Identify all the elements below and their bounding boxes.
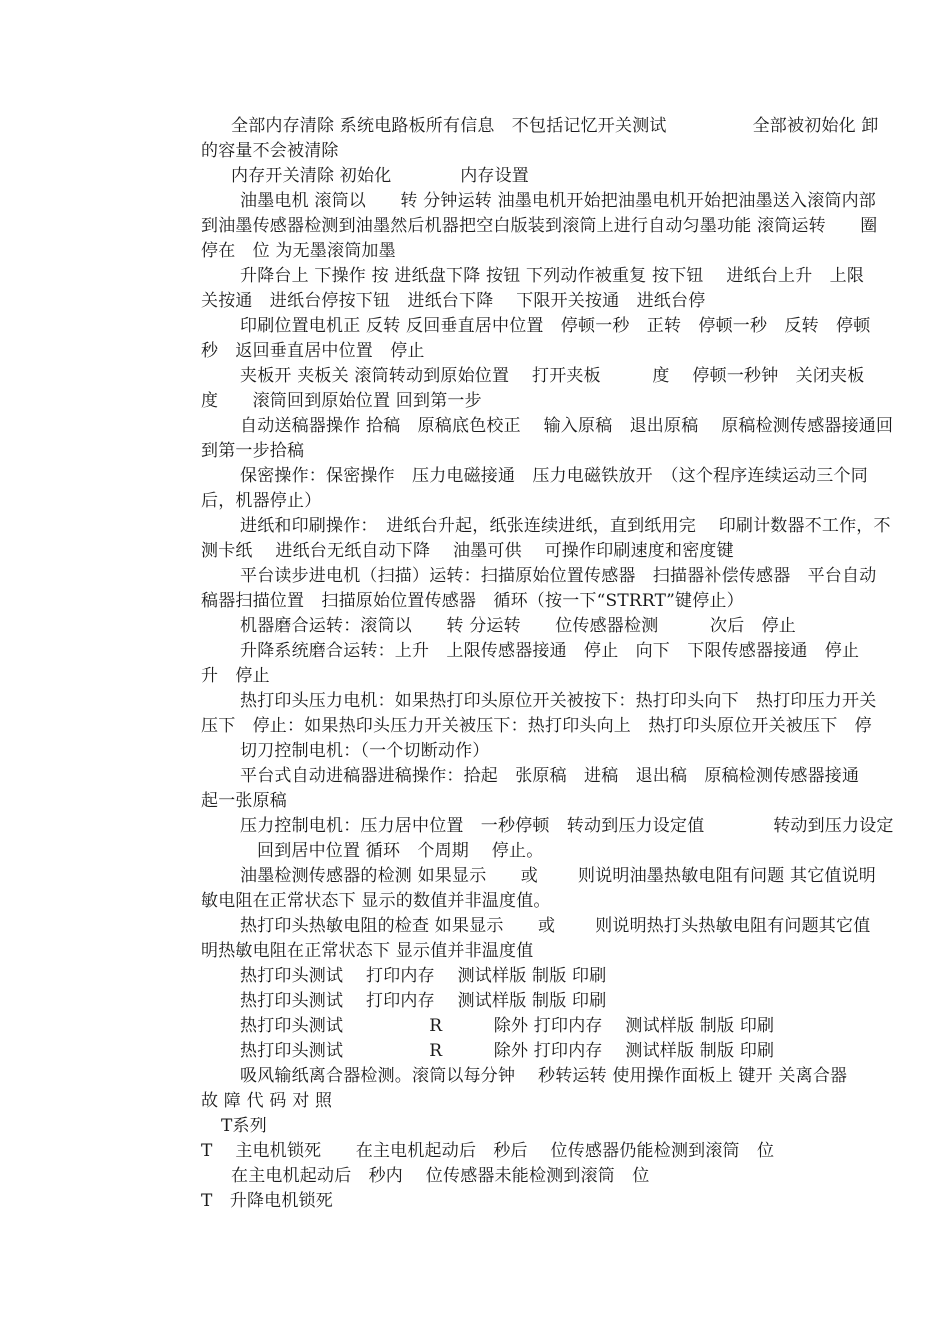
text-line: 平台式自动进稿器进稿操作：拾起 张原稿 进稿 退出稿 原稿检测传感器接通: [240, 766, 860, 786]
text-line: 热打印头测试 打印内存 测试样版 制版 印刷: [240, 991, 607, 1011]
text-line: 机器磨合运转：滚筒以 转 分运转 位传感器检测 次后 停止: [240, 616, 797, 636]
text-line: 秒 返回垂直居中位置 停止: [201, 341, 425, 361]
text-line: 印刷位置电机正 反转 反回垂直居中位置 停顿一秒 正转 停顿一秒 反转 停顿: [240, 316, 871, 336]
text-line: 保密操作：保密操作 压力电磁接通 压力电磁铁放开 （这个程序连续运动三个同: [240, 466, 868, 486]
text-line: 在主电机起动后 秒内 位传感器未能检测到滚筒 位: [231, 1166, 650, 1186]
section-heading: 故 障 代 码 对 照: [201, 1091, 333, 1111]
text-line: 到油墨传感器检测到油墨然后机器把空白版装到滚筒上进行自动匀墨功能 滚筒运转 圈: [201, 216, 878, 236]
text-line: 热打印头压力电机：如果热打印头原位开关被按下：热打印头向下 热打印压力开关: [240, 691, 877, 711]
text-line: 升降台上 下操作 按 进纸盘下降 按钮 下列动作被重复 按下钮 进纸台上升 上限: [240, 266, 865, 286]
text-line: 回到居中位置 循环 个周期 停止。: [257, 841, 544, 861]
text-line: 热打印头热敏电阻的检查 如果显示 或 则说明热打头热敏电阻有问题其它值: [240, 916, 871, 936]
text-line: 起一张原稿: [201, 791, 287, 811]
text-line: 切刀控制电机：（一个切断动作）: [240, 741, 490, 761]
text-line: 停在 位 为无墨滚筒加墨: [201, 241, 396, 261]
text-line: 夹板开 夹板关 滚筒转动到原始位置 打开夹板 度 停顿一秒钟 关闭夹板: [240, 366, 865, 386]
text-line: 热打印头测试 R 除外 打印内存 测试样版 制版 印刷: [240, 1041, 775, 1061]
text-line: 热打印头测试 打印内存 测试样版 制版 印刷: [240, 966, 607, 986]
text-line: 的容量不会被清除: [201, 141, 339, 161]
text-line: 热打印头测试 R 除外 打印内存 测试样版 制版 印刷: [240, 1016, 775, 1036]
text-line: T 升降电机锁死: [201, 1191, 333, 1211]
text-line: 压力控制电机：压力居中位置 一秒停顿 转动到压力设定值 转动到压力设定: [240, 816, 894, 836]
text-line: 后，机器停止）: [201, 491, 322, 511]
text-line: 内存开关清除 初始化 内存设置: [231, 166, 530, 186]
text-line: 稿器扫描位置 扫描原始位置传感器 循环（按一下“STRRT”键停止）: [201, 591, 744, 611]
text-line: 测卡纸 进纸台无纸自动下降 油墨可供 可操作印刷速度和密度键: [201, 541, 734, 561]
text-line: 敏电阻在正常状态下 显示的数值并非温度值。: [201, 891, 551, 911]
text-line: 平台读步进电机（扫描）运转：扫描原始位置传感器 扫描器补偿传感器 平台自动: [240, 566, 877, 586]
text-line: 明热敏电阻在正常状态下 显示值并非温度值: [201, 941, 534, 961]
text-line: 吸风输纸离合器检测。滚筒以每分钟 秒转运转 使用操作面板上 键开 关离合器: [240, 1066, 848, 1086]
series-heading: T系列: [221, 1116, 267, 1136]
text-line: 到第一步拾稿: [201, 441, 305, 461]
text-line: 进纸和印刷操作： 进纸台升起，纸张连续进纸，直到纸用完 印刷计数器不工作，不: [240, 516, 891, 536]
text-line: 升 停止: [201, 666, 270, 686]
text-line: 油墨检测传感器的检测 如果显示 或 则说明油墨热敏电阻有问题 其它值说明: [240, 866, 877, 886]
text-line: 升降系统磨合运转：上升 上限传感器接通 停止 向下 下限传感器接通 停止: [240, 641, 860, 661]
text-line: 关按通 进纸台停按下钮 进纸台下降 下限开关按通 进纸台停: [201, 291, 706, 311]
text-line: 全部内存清除 系统电路板所有信息 不包括记忆开关测试 全部被初始化 卸: [231, 116, 879, 136]
text-line: 油墨电机 滚筒以 转 分钟运转 油墨电机开始把油墨电机开始把油墨送入滚筒内部: [240, 191, 877, 211]
text-line: T 主电机锁死 在主电机起动后 秒后 位传感器仍能检测到滚筒 位: [201, 1141, 775, 1161]
text-line: 压下 停止：如果热印头压力开关被压下：热打印头向上 热打印头原位开关被压下 停: [201, 716, 872, 736]
text-line: 自动送稿器操作 拾稿 原稿底色校正 输入原稿 退出原稿 原稿检测传感器接通回: [240, 416, 894, 436]
text-line: 度 滚筒回到原始位置 回到第一步: [201, 391, 482, 411]
